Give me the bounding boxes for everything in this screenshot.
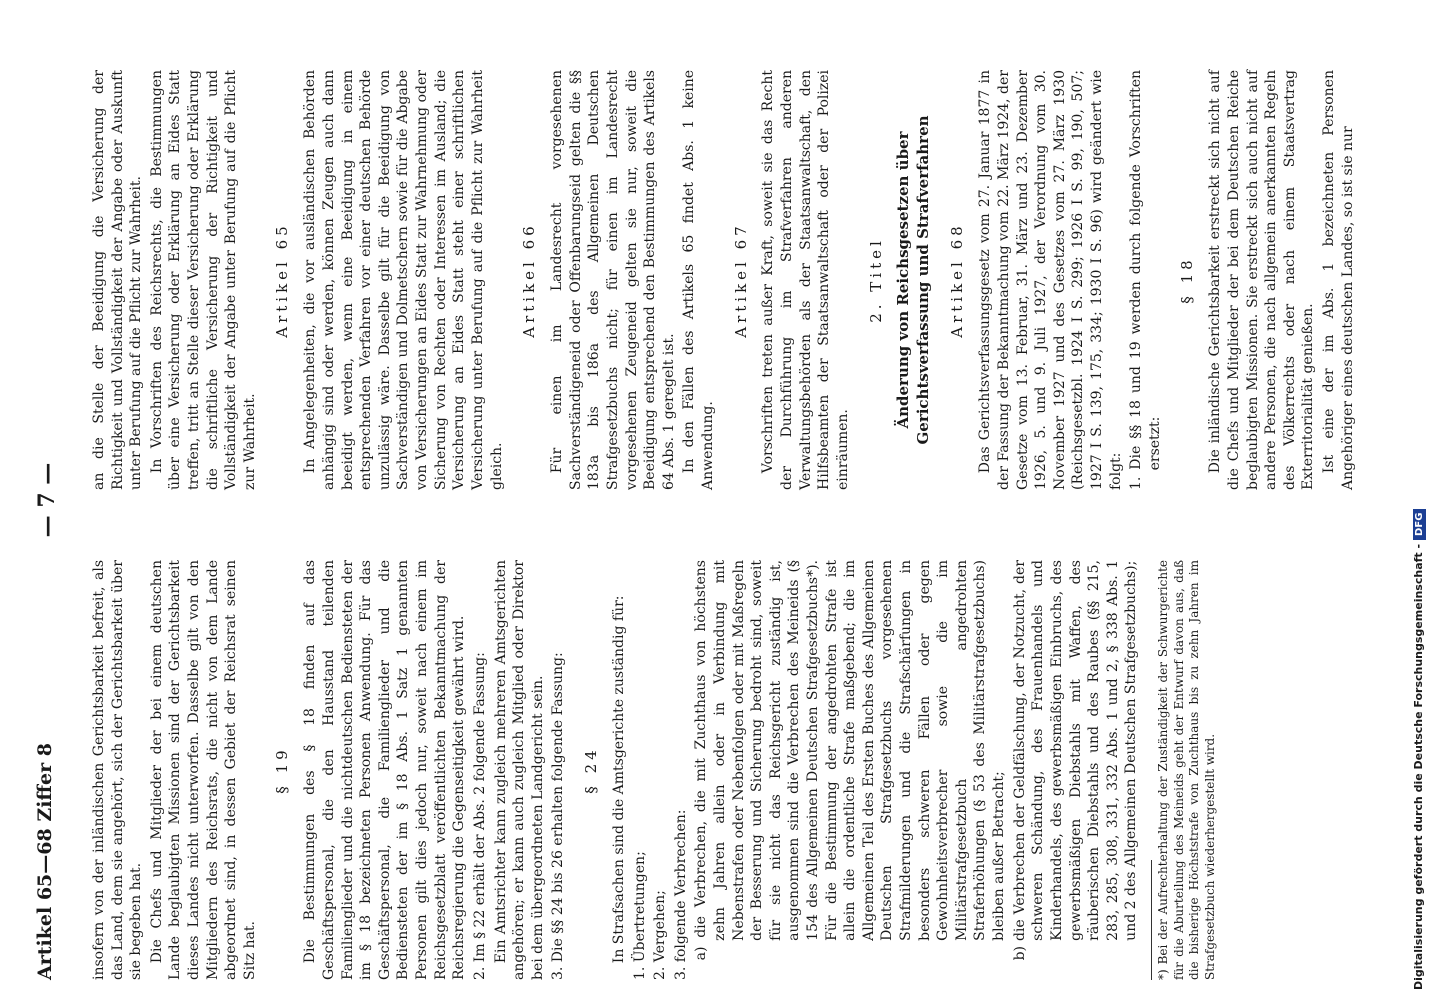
article-title: Artikel 65 <box>273 222 292 338</box>
dfg-logo: DFG <box>1413 509 1426 540</box>
section-title: § 19 <box>273 746 292 794</box>
list-item: 1. Die §§ 18 und 19 werden durch folgende Vorschriften ersetzt: <box>1128 70 1163 490</box>
right-column <box>90 70 1359 490</box>
paragraph: In Angelegenheiten, die vor ausländischen Behörden anhängig sind oder werden, können Zeugen auch dann beeidigt werden, wenn eine Beeidigung in einem entsprechenden Verfahren vor einer deutschen Behörde unzulässig wäre. Dasselbe gilt für die Beeidigung von Sachverständigen und Dolmetschern sowie für die Abgabe von Versicherungen an Eides Statt zur Wahrnehmung oder Sicherung von Rechten oder Interessen im Ausland; die Versicherung an Eides Statt steht einer schriftlichen Versicherung unter Berufung auf die Pflicht zur Wahrheit gleich. <box>302 70 505 490</box>
page-header <box>34 20 74 980</box>
paragraph: Ist eine der im Abs. 1 bezeichneten Personen Angehöriger eines deutschen Landes, so ist sie nur <box>1320 70 1356 490</box>
list-item: 3. Die §§ 24 bis 26 erhalten folgende Fassung: <box>550 652 567 980</box>
paragraph: Vorschriften treten außer Kraft, soweit sie das Recht der Durchführung im Strafverfahren anderen Verwaltungsbehörden als der Staatsanwaltschaft, den Hilfsbeamten der Staatsanwaltschaft oder der Polizei einräumen. <box>760 70 851 490</box>
list-item: 2. Vergehen; <box>652 890 669 980</box>
list-item: b) die Verbrechen der Geldfälschung, der Notzucht, der schweren Schändung, des Frauenhandels und Kinderhandels, des gewerbsmäßigen Einbruchs, des gewerbsmäßigen Diebstahls mit Waffen, des räuberischen Diebstahls und des Raubes (§§ 215, 283, 285, 308, 331, 332 Abs. 1 und 2, § 338 Abs. 1 und 2 des Allgemeinen Deutschen Strafgesetzbuchs); <box>1011 560 1140 961</box>
list-item: 1. Übertretungen; <box>631 851 648 980</box>
article-title: Artikel 67 <box>731 222 750 338</box>
list-item: a) die Verbrechen, die mit Zuchthaus von höchstens zehn Jahren allein oder in Verbindung mit Nebenstrafen oder Nebenfolgen oder mit Maßregeln der Besserung und Sicherung bedroht sind, soweit für sie nicht das Reichsgericht zuständig ist, ausgenommen sind die Verbrechen des Meineids (§ 154 des Allgemeinen Deutschen Strafgesetzbuchs*). Für die Bestimmung der angedrohten Strafe ist allein die ordentliche Strafe maßgebend; die im Allgemeinen Teil des Ersten Buches des Allgemeinen Deutschen Strafgesetzbuchs vorgesehenen Strafmilderungen und die Strafschärfungen in besonders schweren Fällen oder gegen Gewohnheitsverbrecher sowie die im Militärstrafgesetzbuch angedrohten Straferhöhungen (§ 53 des Militärstrafgesetzbuchs) bleiben außer Betracht; <box>693 560 1008 961</box>
section-title: § 24 <box>581 746 600 794</box>
paragraph: Die inländische Gerichtsbarkeit erstreckt sich nicht auf die Chefs und Mitglieder der bei dem Deutschen Reiche beglaubigten Missionen. Sie erstreckt sich auch nicht auf andere Personen, die nach allgemein anerkannten Regeln des Völkerrechts oder nach einem Staatsvertrag Exterritorialität genießen. <box>1207 70 1317 490</box>
paragraph: In Strafsachen sind die Amtsgerichte zuständig für: <box>610 595 627 964</box>
title-heading: 2. Titel <box>866 237 885 323</box>
paragraph: In Vorschriften des Reichsrechts, die Bestimmungen über eine Versicherung oder Erklärung an Eides Statt treffen, tritt an Stelle dieser Versicherung oder Erklärung die schriftliche Versicherung der Richtigkeit und Vollständigkeit der Angabe unter Berufung auf die Pflicht zur Wahrheit. <box>148 70 258 490</box>
list-item: 3. folgende Verbrechen: <box>672 809 689 980</box>
footnote-rule <box>1151 860 1152 980</box>
article-title: Artikel 66 <box>520 222 539 338</box>
paragraph: an die Stelle der Beeidigung die Versicherung der Richtigkeit und Vollständigkeit der Angabe oder Auskunft unter Berufung auf die Pflicht zur Wahrheit. <box>91 70 145 490</box>
left-column <box>90 560 1218 980</box>
paragraph: Für einen im Landesrecht vorgesehenen Sachverständigeneid oder Offenbarungseid gelten die §§ 183a bis 186a des Allgemeinen Deutschen Strafgesetzbuchs nicht; für einen im Landesrecht vorgesehenen Zeugeneid gelten sie nur, soweit die Beeidigung entsprechend den Bestimmungen des Artikels 64 Abs. 1 geregelt ist. <box>549 70 677 490</box>
paragraph: Das Gerichtsverfassungsgesetz vom 27. Januar 1877 in der Fassung der Bekanntmachung vom 22. März 1924, der Gesetze vom 13. Februar, 31. März und 23. Dezember 1926, 5. und 9. Juli 1927, der Verordnung vom 30. November 1927 und des Gesetzes vom 27. März 1930 (Reichsgesetzbl. 1924 I S. 299; 1926 I S. 99, 190, 507; 1927 I S. 139, 175, 334; 1930 I S. 96) wird geändert wie folgt: <box>977 70 1124 490</box>
article-title: Artikel 68 <box>948 222 967 338</box>
title-subheading: Änderung von Reichsgesetzen über Gerichtsverfassung und Strafverfahren <box>894 115 933 445</box>
digitization-notice <box>1412 10 1434 990</box>
paragraph: Die Bestimmungen des § 18 finden auf das Geschäftspersonal, die den Hausstand teilenden Familienglieder und die nichtdeutschen Bediensteten der im § 18 bezeichneten Personen Anwendung. Für das Geschäftspersonal, die Familienglieder und die Bediensteten der im § 18 Abs. 1 Satz 1 genannten Personen gilt dies jedoch nur, soweit nach einem im Reichsgesetzblatt veröffentlichten Bekanntmachung der Reichsregierung die Gegenseitigkeit gewährt wird. <box>302 560 468 980</box>
running-head: Artikel 65—68 Ziffer 8 <box>34 743 56 980</box>
section-title: § 18 <box>1178 256 1197 304</box>
page-number: — 7 — <box>34 462 60 538</box>
paragraph: Die Chefs und Mitglieder der bei einem deutschen Lande beglaubigten Missionen sind der Gerichtsbarkeit dieses Landes nicht unterworfen. Dasselbe gilt von den Mitgliedern des Reichsrats, die nicht von dem Lande abgeordnet sind, in dessen Gebiet der Reichsrat seinen Sitz hat. <box>148 560 258 980</box>
footnote: *) Bei der Aufrechterhaltung der Zuständigkeit der Schwurgerichte für die Aburteilung des Meineids geht der Entwurf davon aus, daß die bisherige Höchststrafe von Zuchthaus bis zu zehn Jahren im Strafgesetzbuch wiederhergestellt wird. <box>1155 560 1217 980</box>
paragraph: insofern von der inländischen Gerichtsbarkeit befreit, als das Land, dem sie angehört, sich der Gerichtsbarkeit über sie begeben hat. <box>91 560 145 980</box>
paragraph: In den Fällen des Artikels 65 findet Abs. 1 keine Anwendung. <box>681 70 716 490</box>
paragraph: Ein Amtsrichter kann zugleich mehreren Amtsgerichten angehören; er kann auch zugleich Mitglied oder Direktor bei dem übergeordneten Landgericht sein. <box>492 560 546 980</box>
digitization-text: Digitalisierung gefördert durch die Deutsche Forschungsgemeinschaft - <box>1412 543 1425 990</box>
list-item: 2. Im § 22 erhält der Abs. 2 folgende Fassung: <box>471 652 488 980</box>
